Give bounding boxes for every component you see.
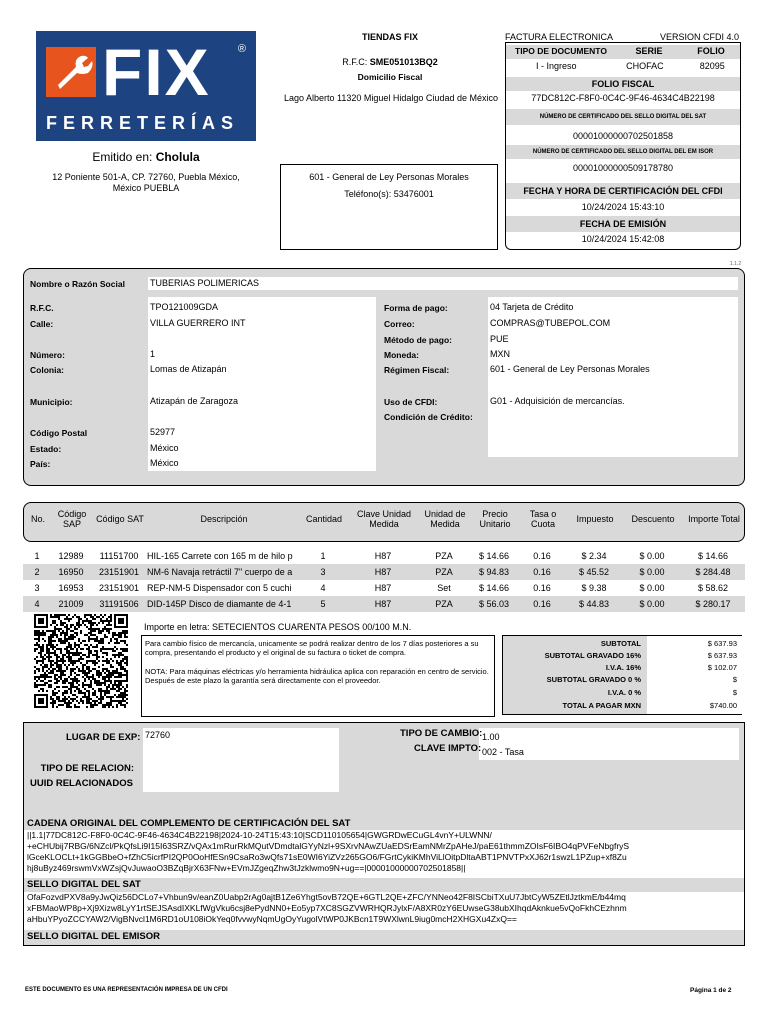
table-row: 4 21009 31191506 DID-145P Disco de diamante de 4-1 5 H87 PZA $ 56.03 0.16 $ 44.83 $ 0.00 $ 280.17 bbox=[23, 596, 745, 612]
client-correo: COMPRAS@TUBEPOL.COM bbox=[490, 318, 611, 328]
totals-row: SUBTOTAL GRAVADO 16% $ 637.93 bbox=[544, 650, 737, 660]
client-forma-pago: 04 Tarjeta de Crédito bbox=[490, 302, 574, 312]
fecha-cert-label: FECHA Y HORA DE CERTIFICACIÓN DEL CFDI bbox=[506, 183, 740, 199]
items-header-row bbox=[24, 509, 746, 529]
col-header: Código SAP bbox=[57, 509, 87, 529]
emitter-telefono: Teléfono(s): 53476001 bbox=[344, 189, 434, 199]
totals-row-total: TOTAL A PAGAR MXN $740.00 bbox=[562, 701, 737, 710]
company-name: TIENDAS FIX bbox=[361, 32, 418, 42]
tipo-cambio-label: TIPO DE CAMBIO: bbox=[400, 728, 483, 739]
col-header: Descripción bbox=[200, 514, 248, 524]
logo-subtitle: FERRETERÍAS bbox=[46, 113, 240, 133]
col-header: Unidad de Medida bbox=[424, 509, 466, 529]
regimen-label: Régimen Fiscal: bbox=[384, 365, 450, 375]
client-moneda: MXN bbox=[490, 349, 510, 359]
col-header: No. bbox=[30, 514, 45, 524]
lugar-exp-label: LUGAR DE EXP: bbox=[66, 732, 141, 743]
client-calle: VILLA GUERRERO INT bbox=[150, 318, 246, 328]
totals-row: SUBTOTAL $ 637.93 bbox=[600, 638, 737, 648]
client-section bbox=[23, 268, 745, 486]
cert-sat-label: NÚMERO DE CERTIFICADO DEL SELLO DIGITAL DEL SAT bbox=[506, 109, 740, 125]
forma-pago-label: Forma de pago: bbox=[384, 303, 448, 313]
col-header: Precio Unitario bbox=[479, 509, 511, 529]
emitter-regimen: 601 - General de Ley Personas Morales bbox=[309, 172, 469, 182]
col-header: Impuesto bbox=[576, 514, 614, 524]
page-number: Página 1 de 2 bbox=[690, 987, 732, 994]
sello-sat-label: SELLO DIGITAL DEL SAT bbox=[27, 879, 141, 890]
cfdi-version: VERSION CFDI 4.0 bbox=[660, 32, 740, 42]
tipo-cambio: 1.00 bbox=[482, 732, 500, 742]
expedition-section bbox=[23, 722, 745, 946]
col-header: Descuento bbox=[631, 514, 675, 524]
client-rfc: TPO121009GDA bbox=[150, 302, 219, 312]
folio-fiscal: 77DC812C-F8F0-0C4C-9F46-4634C4B22198 bbox=[531, 93, 715, 103]
rfc-label: R.F.C. bbox=[30, 303, 54, 313]
calle-label: Calle: bbox=[30, 319, 54, 329]
client-regimen: 601 - General de Ley Personas Morales bbox=[490, 364, 650, 374]
totals-box bbox=[502, 635, 742, 715]
estado-label: Estado: bbox=[30, 444, 62, 454]
note-return-policy: Para cambio físico de mercancía, unicamente se podrá realizar dentro de los 7 días posteriores a su compra, presentando el producto y el original de su factura o ticket de compra. bbox=[145, 639, 479, 657]
col-header: Clave Unidad Medida bbox=[356, 509, 412, 529]
folio-fiscal-label: FOLIO FISCAL bbox=[506, 77, 740, 91]
client-municipio: Atizapán de Zaragoza bbox=[150, 396, 239, 406]
clave-impto: 002 - Tasa bbox=[482, 747, 524, 757]
nombre-label: Nombre o Razón Social bbox=[30, 279, 125, 289]
client-colonia: Lomas de Atizapán bbox=[150, 364, 227, 374]
emitido-en: Emitido en: Cholula bbox=[92, 150, 200, 164]
company-rfc: R.F.C: SME051013BQ2 bbox=[342, 57, 438, 67]
totals-row: I.V.A. 16% $ 102.07 bbox=[605, 662, 737, 672]
colonia-label: Colonia: bbox=[30, 365, 64, 375]
pais-label: País: bbox=[30, 459, 51, 469]
col-header: Tasa o Cuota bbox=[529, 509, 557, 529]
notes-box bbox=[141, 635, 495, 717]
client-estado: México bbox=[150, 443, 179, 453]
cert-emisor-label: NÚMERO DE CERTIFICADO DEL SELLO DIGITAL DEL EM ISOR bbox=[506, 145, 740, 159]
uuid-label: UUID RELACIONADOS bbox=[30, 778, 133, 789]
doc-type-header: TIPO DE DOCUMENTO SERIE FOLIO bbox=[506, 45, 740, 59]
logo-wordmark: FIX bbox=[102, 35, 211, 109]
table-row: 3 16953 23151901 REP-NM-5 Dispensador con 5 cuchi 4 H87 Set $ 14.66 0.16 $ 9.38 $ 0.00 $ 58.62 bbox=[34, 583, 729, 593]
emitter-address: 12 Poniente 501-A, CP. 72760, Puebla México, México PUEBLA bbox=[52, 172, 240, 193]
cert-sat: 00001000000702501858 bbox=[572, 131, 674, 141]
qr-code bbox=[34, 614, 128, 708]
tipo-relacion-label: TIPO DE RELACION: bbox=[40, 763, 134, 774]
sello-sat: OfaFozvdPXV8a9yJwQiz56DCLo7+Vhbun9v/eanZ0Uabp2rAg0ajtB1Ze6Yhgt5ovB72QE+6GTL2QE+ZFC/YNNeo42F8ISCbiTXuU7JbtCyW5ZEtlJztkmE/b44mq xFBMaoWP8p+Xj9Xizw8LyY1rtSEJSAsdIXKLfWgVku6csj8ePydNN0+Eo5yp7XC8SGZVWRHQRJylxF/A8XR0zY6EUwseG38ubXIhqdAknkue5vQoFkhCEzhnm aHbuYPyoZCCYAW2/VigBNvcl1M6RD1oU108iOkYeq0fvvwyNqmUgOyYugolVtWP0JKBcn1T9WXlwnL9iug0mcH2XHGXu4ZxQ== bbox=[24, 892, 744, 930]
metodo-label: Método de pago: bbox=[384, 335, 452, 345]
items-header bbox=[23, 502, 745, 542]
company-logo bbox=[36, 31, 256, 141]
totals-row: I.V.A. 0 % $ bbox=[607, 688, 737, 697]
cadena-original: ||1.1|77DC812C-F8F0-0C4C-9F46-4634C4B22198|2024-10-24T15:43:10|SCD110105654|GWGRDwECuGL4vnY+ULWNN/ +eCHUbij7RBG/6NZcl/PkQfsLi9I15I63SRZ/vQAx1mRurRkMQutVDmdtalGYyNzl+9SXrvNAwZUaEDSrEamNMrZpAHeJ/paE61thmmZOIsF6IBO4qPVFeNbgfryS lGceKLOCLt+1kGGBbeO+fZhC5icrfPI2QP0OoHfESn9CsaRo3wQfs71sE0WI6YiZVz265GO6/FGrtCykiKMhViLlOitpDltaABT1PNVTPxXJ62r1swzL1PZup+xf8Zu hj8uByz469rswmVxWZsjQvJuwaoO3BZqBjrX63FNw+EVmJZgeqZhw3tJzklwmo9N+ug==|00001000000702501858|| bbox=[24, 830, 744, 878]
note-warranty: NOTA: Para máquinas eléctricas y/o herramienta hidráulica aplica con reparación en centro de servicio. Después de este plazo la garantía será directamente con el proveedor. bbox=[145, 667, 489, 685]
uso-label: Uso de CFDI: bbox=[384, 397, 438, 407]
client-pais: México bbox=[150, 458, 179, 468]
table-row: 2 16950 23151901 NM-6 Navaja retráctil 7" cuerpo de a 3 H87 PZA $ 94.83 0.16 $ 45.52 $ 0.00 $ 284.48 bbox=[23, 564, 745, 580]
moneda-label: Moneda: bbox=[384, 350, 419, 360]
invoice-info-box bbox=[505, 42, 741, 250]
cadena-label: CADENA ORIGINAL DEL COMPLEMENTO DE CERTIFICACIÓN DEL SAT bbox=[27, 818, 351, 829]
client-metodo: PUE bbox=[490, 334, 509, 344]
domicilio-label: Domicilio Fiscal bbox=[357, 72, 423, 82]
lugar-exp: 72760 bbox=[145, 730, 171, 740]
client-cp: 52977 bbox=[150, 427, 176, 437]
fecha-cert: 10/24/2024 15:43:10 bbox=[581, 202, 665, 212]
client-numero: 1 bbox=[150, 349, 156, 359]
client-uso: G01 - Adquisición de mercancías. bbox=[490, 396, 625, 406]
items-table bbox=[23, 548, 745, 612]
condicion-label: Condición de Crédito: bbox=[384, 412, 473, 422]
totals-row: SUBTOTAL GRAVADO 0 % $ bbox=[546, 675, 737, 684]
registered-icon: ® bbox=[237, 43, 246, 55]
correo-label: Correo: bbox=[384, 319, 415, 329]
sello-emisor-label: SELLO DIGITAL DEL EMISOR bbox=[27, 931, 161, 942]
clave-impto-label: CLAVE IMPTO: bbox=[414, 743, 482, 754]
footer-disclaimer: ESTE DOCUMENTO ES UNA REPRESENTACIÓN IMPRESA DE UN CFDI bbox=[25, 987, 228, 993]
col-header: Cantidad bbox=[305, 514, 343, 524]
cp-label: Código Postal bbox=[30, 428, 88, 438]
numero-label: Número: bbox=[30, 350, 65, 360]
table-row: 1 12989 11151700 HIL-165 Carrete con 165 m de hilo p 1 H87 PZA $ 14.66 0.16 $ 2.34 $ 0.00 $ 14.66 bbox=[34, 551, 729, 561]
col-header: Código SAT bbox=[96, 514, 144, 524]
municipio-label: Municipio: bbox=[30, 397, 73, 407]
col-header: Importe Total bbox=[688, 514, 740, 524]
client-nombre: TUBERIAS POLIMERICAS bbox=[150, 278, 260, 288]
doc-type-values: I - Ingreso CHOFAC 82095 bbox=[536, 61, 725, 71]
domicilio-fiscal: Lago Alberto 11320 Miguel Hidalgo Ciudad de México bbox=[284, 93, 498, 103]
cert-emisor: 00001000000509178780 bbox=[572, 163, 674, 173]
wrench-icon bbox=[46, 47, 96, 97]
tiny-code: 1.1.2 bbox=[730, 261, 742, 267]
fecha-emision-label: FECHA DE EMISIÓN bbox=[506, 216, 740, 232]
importe-letra: Importe en letra: SETECIENTOS CUARENTA PESOS 00/100 M.N. bbox=[144, 622, 412, 632]
fecha-emision: 10/24/2024 15:42:08 bbox=[581, 234, 665, 244]
regimen-box bbox=[280, 164, 498, 250]
factura-title: FACTURA ELECTRONICA bbox=[505, 32, 614, 42]
